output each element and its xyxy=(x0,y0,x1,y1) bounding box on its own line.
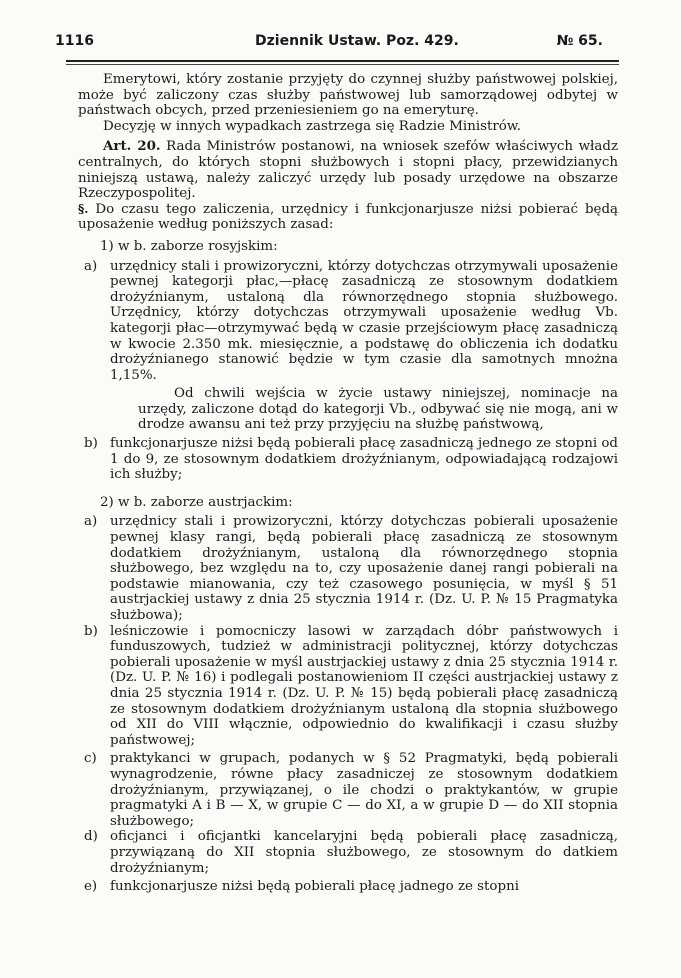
item-label: b) xyxy=(84,436,98,452)
paragraph-emeryt: Emerytowi, który zostanie przyjęty do czynnej służby państwowej polskiej, może być zaliczony czas służby państwowej lub samorządowej odbytej w państwach obcych, przed przeniesieniem go na emeryturę. xyxy=(78,72,618,119)
journal-title: Dziennik Ustaw. Poz. 429. xyxy=(255,33,459,49)
list-item xyxy=(78,436,618,483)
item-label: e) xyxy=(84,879,98,895)
item-label: c) xyxy=(84,751,97,767)
item-number: № 65. xyxy=(556,33,603,49)
item-text: funkcjonarjusze niżsi będą pobierali płacę zasadniczą jednego ze stopni od 1 do 9, ze stosownym dodatkiem drożyźnianym, odpowiadającą rodzajowi ich służby; xyxy=(110,436,618,483)
list-item xyxy=(78,624,618,749)
article-20 xyxy=(78,139,618,201)
item-text: urzędnicy stali i prowizoryczni, którzy dotychczas otrzymywali uposażenie pewnej kategorji płac,—płacę zasadniczą ze stosownym dodatkiem drożyźnianym, ustaloną dla równorzędnego stopnia służbowego. Urzędnicy, którzy dotychczas otrzymywali uposażenie według Vb. kategorji płac—otrzymywać będą w czasie przejściowym płacę zasadniczą w kwocie 2.350 mk. miesięcznie, a podstawę do obliczenia ich dodatku drożyźnianego stanowić będzie w tym czasie dla samotnych mnożna 1,15%. xyxy=(110,258,618,383)
header-rule-thick xyxy=(66,60,619,62)
section-2-heading: 2) w b. zaborze austrjackim: xyxy=(100,494,293,510)
list-item xyxy=(78,751,618,829)
item-label: d) xyxy=(84,829,98,845)
page-header xyxy=(55,34,625,52)
paragraph-zaliczenie xyxy=(78,202,618,233)
list-item xyxy=(78,259,618,384)
section-1-heading: 1) w b. zaborze rosyjskim: xyxy=(100,238,278,254)
list-item xyxy=(78,514,618,623)
item-label: b) xyxy=(84,623,98,639)
list-item xyxy=(78,829,618,876)
item-text: praktykanci w grupach, podanych w § 52 Pragmatyki, będą pobierali wynagrodzenie, równe płacy zasadniczej ze stosownym dodatkiem drożyźnianym, przywiązanej, o ile chodzi o praktykantów, w grupie pragmatyki A i B — X, w grupie C — do XI, a w grupie D — do XII stopnia służbowego; xyxy=(110,751,618,829)
item-text: leśniczowie i pomocniczy lasowi w zarządach dóbr państwowych i funduszowych, tudzież w administracji politycznej, którzy dotychczas pobierali uposażenie w myśl austrjackiej ustawy z dnia 25 stycznia 1914 r. (Dz. U. P. № 16) i podlegali postanowieniom II części austrjackiej ustawy z dnia 25 stycznia 1914 r. (Dz. U. P. № 15) będą pobierali płacę zasadniczą ze stosownym dodatkiem drożyźnianym ustaloną dla stopnia służbowego od XII do VIII włącznie, odpowiednio do kwalifikacji i czasu służby państwowej; xyxy=(110,623,618,748)
section-mark: §. xyxy=(78,201,89,216)
item-continuation: Od chwili wejścia w życie ustawy niniejszej, nominacje na urzędy, zaliczone dotąd do kategorji Vb., odbywać się nie mogą, ani w drodze awansu ani też przy przyjęciu na służbę państwową, xyxy=(138,386,618,433)
article-text: Rada Ministrów postanowi, na wniosek szefów właściwych władz centralnych, do których stopni służbowych i stopni płacy, przewidzianych niniejszą ustawą, należy zaliczyć urzędy lub posady urzędowe na obszarze Rzeczypospolitej. xyxy=(78,139,618,202)
page-number: 1116 xyxy=(55,33,94,49)
header-rule-thin xyxy=(66,64,619,65)
list-item xyxy=(78,879,618,895)
item-text: urzędnicy stali i prowizoryczni, którzy dotychczas pobierali uposażenie pewnej klasy rangi, będą pobierali płacę zasadniczą ze stosownym dodatkiem drożyźnianym, ustaloną dla równorzędnego stopnia służbowego, bez względu na to, czy uposażenie danej rangi pobierali na podstawie mianowania, czy też czasowego posunięcia, w myśl § 51 austrjackiej ustawy z dnia 25 stycznia 1914 r. (Dz. U. P. № 15 Pragmatyka służbowa); xyxy=(110,514,618,623)
item-label: a) xyxy=(84,258,98,274)
paragraph-zaliczenie-text: Do czasu tego zaliczenia, urzędnicy i funkcjonarjusze niżsi pobierać będą uposażenie według poniższych zasad: xyxy=(78,201,618,233)
paragraph-decyzja: Decyzję w innych wypadkach zastrzega się Radzie Ministrów. xyxy=(103,118,521,134)
item-text: funkcjonarjusze niżsi będą pobierali płacę jadnego ze stopni xyxy=(110,879,519,895)
item-label: a) xyxy=(84,514,98,530)
item-text: oficjanci i oficjantki kancelaryjni będą pobierali płacę zasadniczą, przywiązaną do XII stopnia służbowego, ze stosownym do datkiem drożyźnianym; xyxy=(110,829,618,876)
document-body xyxy=(78,72,618,895)
article-label: Art. 20. xyxy=(103,138,161,155)
